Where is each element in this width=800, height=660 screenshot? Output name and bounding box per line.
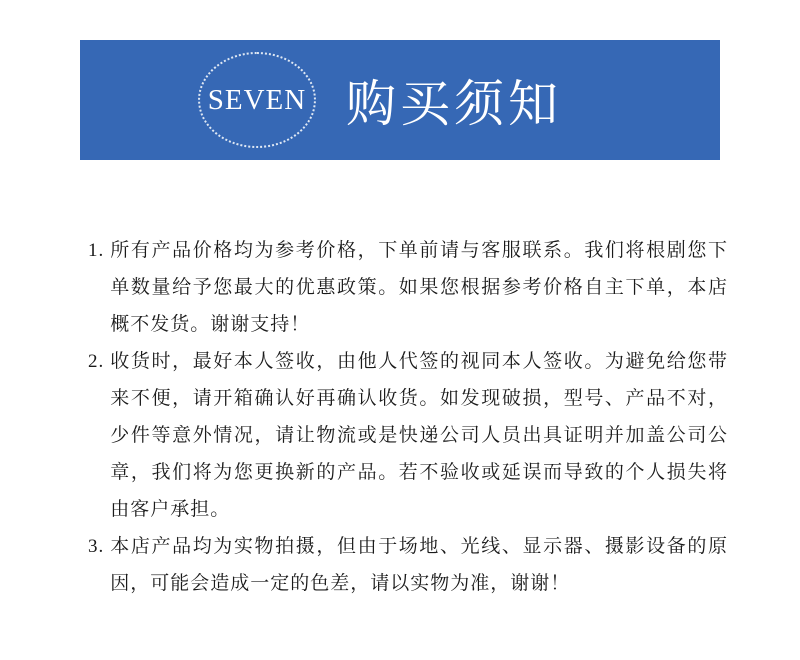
page-title: 购买须知 [346, 75, 562, 133]
notice-item [88, 343, 728, 528]
notice-item-number: 3. [88, 536, 105, 557]
notice-item-number: 2. [88, 351, 105, 372]
notice-list [88, 232, 728, 602]
brand-logo [198, 52, 316, 148]
notice-item [88, 232, 728, 343]
notice-item-text: 收货时，最好本人签收，由他人代签的视同本人签收。为避免给您带来不便，请开箱确认好再确认收货。如发现破损，型号、产品不对，少件等意外情况，请让物流或是快递公司人员出具证明并加盖公司公章，我们将为您更换新的产品。若不验收或延误而导致的个人损失将由客户承担。 [110, 350, 728, 520]
notice-item-text: 本店产品均为实物拍摄，但由于场地、光线、显示器、摄影设备的原因，可能会造成一定的色差，请以实物为准，谢谢！ [110, 535, 728, 594]
notice-item-text: 所有产品价格均为参考价格，下单前请与客服联系。我们将根剧您下单数量给予您最大的优惠政策。如果您根据参考价格自主下单，本店概不发货。谢谢支持！ [110, 239, 728, 335]
notice-item-number: 1. [88, 240, 105, 261]
notice-item [88, 528, 728, 602]
header-banner [80, 40, 720, 160]
brand-logo-text: SEVEN [207, 83, 307, 116]
